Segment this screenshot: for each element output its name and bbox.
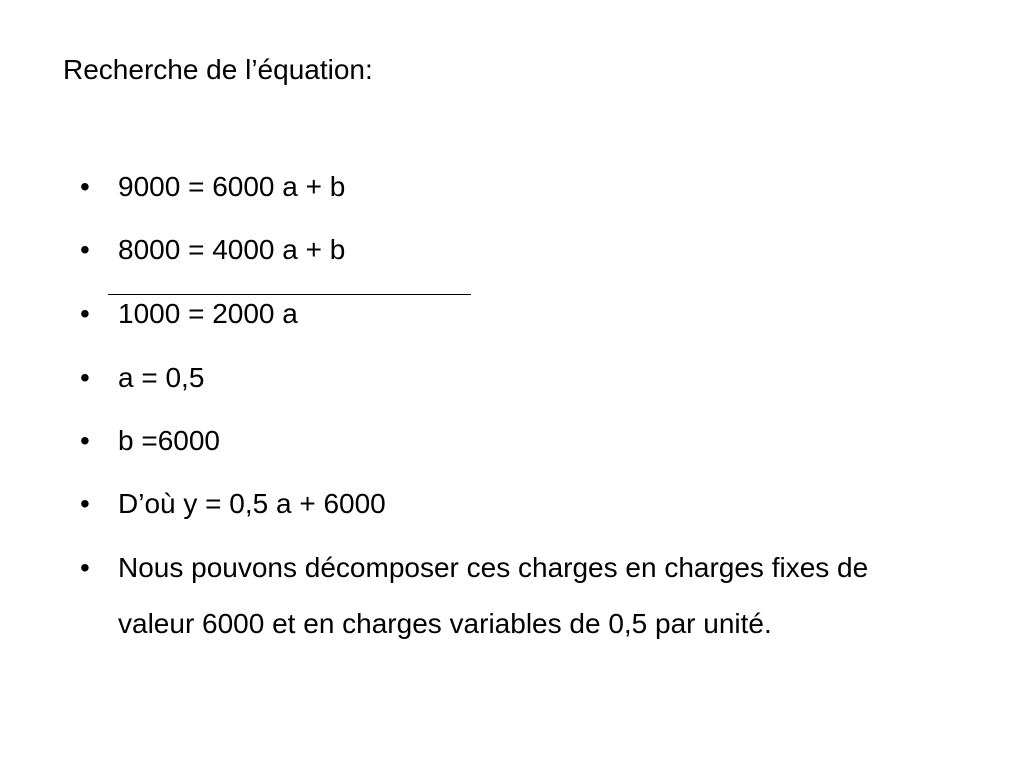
bullet-text: Nous pouvons décomposer ces charges en charges fixes de valeur 6000 et en charges variables de 0,5 par unité. bbox=[118, 552, 869, 639]
bullet-text: a = 0,5 bbox=[118, 362, 205, 393]
bullet-text: 8000 = 4000 a + b bbox=[118, 234, 346, 265]
bullet-dot-icon: • bbox=[80, 362, 90, 393]
bullet-item bbox=[80, 223, 950, 277]
bullet-text: 1000 = 2000 a bbox=[118, 298, 298, 329]
bullet-item bbox=[80, 540, 950, 652]
bullet-item bbox=[80, 351, 950, 405]
bullet-dot-icon: • bbox=[80, 171, 90, 202]
bullet-item bbox=[80, 477, 950, 531]
slide-title: Recherche de l’équation: bbox=[63, 54, 373, 85]
bullet-text: b =6000 bbox=[118, 425, 220, 456]
bullet-text: D’où y = 0,5 a + 6000 bbox=[118, 488, 386, 519]
bullet-text: 9000 = 6000 a + b bbox=[118, 171, 346, 202]
bullet-dot-icon: • bbox=[80, 425, 90, 456]
bullet-item bbox=[80, 160, 950, 214]
subtraction-line bbox=[108, 294, 471, 295]
bullet-dot-icon: • bbox=[80, 234, 90, 265]
bullet-dot-icon: • bbox=[80, 298, 90, 329]
bullet-item bbox=[80, 287, 950, 341]
bullet-dot-icon: • bbox=[80, 488, 90, 519]
bullet-item bbox=[80, 414, 950, 468]
bullet-dot-icon: • bbox=[80, 552, 90, 583]
